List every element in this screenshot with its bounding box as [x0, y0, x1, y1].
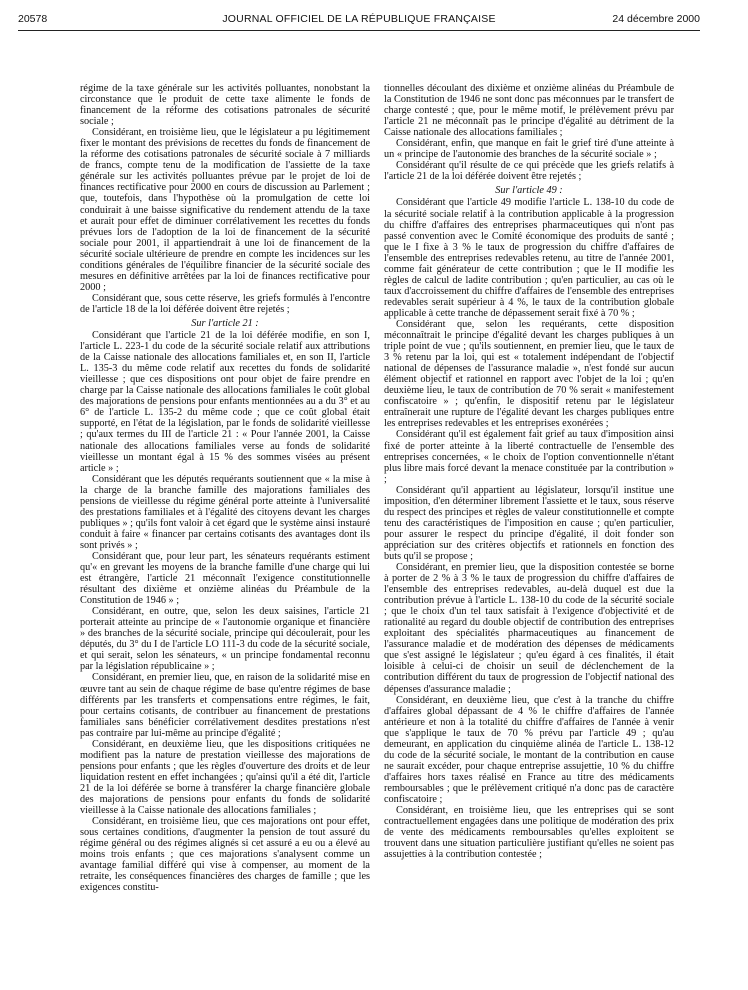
paragraph: Considérant qu'il appartient au législateur, lorsqu'il institue une imposition, d'en déterminer librement l'assiette et le taux, sous réserve du respect des principes et règles de valeur constitutionnelle et compte tenu des caractéristiques de l'imposition en cause ; qu'en particulier, pour assurer le respect du principe d'égalité, il doit fonder son appréciation sur des critères objectifs et rationnels en fonction des buts qu'il se propose ; — [384, 484, 674, 562]
paragraph: Considérant, en troisième lieu, que ces majorations ont pour effet, sous certaines conditions, d'augmenter la pension de tout assuré du régime général ou des régimes alignés si cet assuré a eu ou a élevé au moins trois enfants ; que ces majorations s'analysent comme un avantage familial différé qui vise à compenser, au moment de la retraite, les conséquences financières des charges de famille ; que les exigences constitu- — [80, 816, 370, 894]
paragraph: Considérant, en deuxième lieu, que c'est à la tranche du chiffre d'affaires global dépassant de 4 % le chiffre d'affaires de l'année antérieure et non à la totalité du chiffre d'affaires de l'année à venir que s'applique le taux de 70 % prévu par l'article 49 ; qu'au demeurant, en application du cinquième alinéa de l'article L. 138-12 du code de la sécurité sociale, le montant de la contribution en cause ne saurait excéder, pour chaque entreprise assujettie, 10 % du chiffre d'affaires hors taxes réalisé en France au titre des médicaments remboursables ; que le prélèvement critiqué n'a donc pas de caractère confiscatoire ; — [384, 694, 674, 805]
paragraph: Considérant, enfin, que manque en fait le grief tiré d'une atteinte à un « principe de l'autonomie des branches de la sécurité sociale » ; — [384, 138, 674, 161]
paragraph-continuation: régime de la taxe générale sur les activités polluantes, nonobstant la circonstance que le produit de cette taxe alimente le fonds de financement de la réforme des cotisations patronales de sécurité sociale ; — [80, 83, 370, 128]
paragraph: Considérant, en troisième lieu, que le législateur a pu légitimement fixer le montant des prévisions de recettes du fonds de financement de la réforme des cotisations patronales de sécurité sociale à 7 milliards de francs, compte tenu de la modification de l'assiette de la taxe générale sur les activités polluantes prévue par le projet de loi de finances rectificative pour 2000 en cours de discussion au Parlement ; que, toutefois, dans l'hypothèse où la promulgation de cette loi conduirait à une baisse significative du rendement attendu de la taxe et aurait pour effet de diminuer corrélativement les recettes du fonds prévues lors de l'adoption de la loi de financement de la sécurité sociale pour 2001, il appartiendrait à une loi de financement de la sécurité sociale ultérieure de prendre en compte les incidences sur les conditions générales de l'équilibre financier de la sécurité sociale des mesures en définitive arrêtées par la loi de finances rectificative pour 2000 ; — [80, 127, 370, 293]
section-heading: Sur l'article 49 : — [495, 185, 563, 197]
paragraph: Considérant, en deuxième lieu, que les dispositions critiquées ne modifient pas la nature de prestation vieillesse des majorations de pensions pour enfants ; que les règles d'ouverture des droits et de leur liquidation restent en effet inchangées ; qu'ainsi qu'il a été dit, l'article 21 de la loi déférée se borne à transférer la charge financière globale des majorations de pensions pour enfants du fonds de solidarité vieillesse à la Caisse nationale des allocations familiales ; — [80, 738, 370, 817]
paragraph: Considérant, en troisième lieu, que les entreprises qui se sont contractuellement engagées dans une politique de modération des prix de vente des médicaments remboursables qu'elles exploitent se trouvent dans une situation particulière justifiant qu'elles ne soient pas assujetties à la contribution contestée ; — [384, 805, 674, 861]
paragraph-continuation: tionnelles découlant des dixième et onzième alinéas du Préambule de la Constitution de 1946 ne sont donc pas méconnues par le transfert de charge contesté ; que, pour le même motif, le prélèvement prévu par l'article 21 ne méconnaît pas le principe d'égalité au détriment de la Caisse nationale des allocations familiales ; — [384, 83, 674, 139]
paragraph: Considérant que l'article 49 modifie l'article L. 138-10 du code de la sécurité sociale relatif à la contribution applicable à la progression du chiffre d'affaires des entreprises pharmaceutiques qui n'ont pas passé convention avec le Comité économique des produits de santé ; que le I fixe à 3 % le taux de progression du chiffre d'affaires de l'ensemble des entreprises redevables retenu, au titre de l'année 2001, comme fait générateur de cette contribution ; que le II modifie les règles de calcul de ladite contribution ; qu'en particulier, au cas où le taux d'accroissement du chiffre d'affaires de l'ensemble des entreprises redevables serait supérieur à 4 %, le taux de la contribution globale applicable à cette tranche de dépassement serait fixé à 70 % ; — [384, 197, 674, 319]
paragraph: Considérant qu'il est également fait grief au taux d'imposition ainsi fixé de porter atteinte à la liberté contractuelle de l'ensemble des entreprises concernées, « le choix de l'option conventionnelle n'étant plus libre mais forcé devant la menace constituée par la contribution » ; — [384, 429, 674, 485]
journal-title: JOURNAL OFFICIEL DE LA RÉPUBLIQUE FRANÇAISE — [222, 13, 496, 25]
page-header — [18, 13, 700, 29]
right-column — [384, 83, 674, 988]
left-column — [80, 83, 370, 988]
paragraph: Considérant, en premier lieu, que, en raison de la solidarité mise en œuvre tant au sein de chaque régime de base qu'entre régimes de base différents par les transferts et compensations entre régimes, le fait, pour certains cotisants, de contribuer au financement de prestations familiales sans bénéficier corrélativement desdites prestations n'est pas contraire par lui-même au principe d'égalité ; — [80, 672, 370, 739]
paragraph: Considérant que l'article 21 de la loi déférée modifie, en son I, l'article L. 223-1 du code de la sécurité sociale relatif aux attributions de la Caisse nationale des allocations familiales et, en son II, l'article L. 135-3 du même code relatif aux recettes du fonds de solidarité vieillesse ; que ces dispositions ont pour objet de faire prendre en charge par la Caisse nationale des allocations familiales le coût global des majorations de pensions pour enfants mentionnées au a du 3° et au 6° de l'article L. 135-2 du même code ; que ce coût global était supporté, en l'état de la législation, par le fonds de solidarité vieillesse ; qu'aux termes du III de l'article 21 : « Pour l'année 2001, la Caisse nationale des allocations familiales verse au fonds de solidarité vieillesse un montant égal à 15 % des sommes visées au présent article » ; — [80, 330, 370, 474]
publication-date: 24 décembre 2000 — [612, 13, 700, 25]
paragraph: Considérant que, pour leur part, les sénateurs requérants estiment qu'« en grevant les moyens de la branche famille d'une charge qui lui est étrangère, l'article 21 méconnaît l'exigence constitutionnelle résultant des dixième et onzième alinéas du Préambule de la Constitution de 1946 » ; — [80, 550, 370, 607]
header-rule — [18, 30, 700, 31]
paragraph: Considérant que, sous cette réserve, les griefs formulés à l'encontre de l'article 18 de la loi déférée doivent être rejetés ; — [80, 292, 370, 315]
page-number: 20578 — [18, 13, 48, 25]
section-heading: Sur l'article 21 : — [191, 317, 259, 329]
paragraph: Considérant que, selon les requérants, cette disposition méconnaîtrait le principe d'égalité devant les charges publiques à un triple point de vue ; qu'ils soutiennent, en premier lieu, que le taux de 3 % retenu par la loi, qui est « totalement indépendant de l'objectif national de dépenses de l'assurance maladie », n'est fondé sur aucun élément objectif et rationnel en rapport avec l'objet de la loi ; qu'en deuxième lieu, le taux de contribution de 70 % serait « manifestement confiscatoire » ; qu'enfin, le dispositif retenu par le législateur entraînerait une rupture de l'égalité devant les charges publiques entre les entreprises redevables et les entreprises exonérées ; — [384, 318, 674, 430]
paragraph: Considérant que les députés requérants soutiennent que « la mise à la charge de la branche famille des majorations familiales des pensions de vieillesse du régime général porte atteinte à l'universalité des prestations familiales et à l'égalité des citoyens devant les charges publiques » ; qu'ils font valoir à cet égard que le système ainsi instauré conduit à faire « financer par certains cotisants des avantages dont ils sont privés » ; — [80, 473, 370, 551]
paragraph: Considérant, en outre, que, selon les deux saisines, l'article 21 porterait atteinte au principe de « l'autonomie organique et financière » des branches de la sécurité sociale, principe qui découlerait, pour les députés, du 3° du I de l'article LO 111-3 du code de la sécurité sociale, et qui serait, selon les sénateurs, « un principe fondamental reconnu par la législation républicaine » ; — [80, 606, 370, 673]
paragraph: Considérant qu'il résulte de ce qui précède que les griefs relatifs à l'article 21 de la loi déférée doivent être rejetés ; — [384, 160, 674, 183]
paragraph: Considérant, en premier lieu, que la disposition contestée se borne à porter de 2 % à 3 % le taux de progression du chiffre d'affaires de l'ensemble des entreprises redevables, au-delà duquel est due la contribution prévue à l'article L. 138-10 du code de la sécurité sociale ; que le choix d'un tel taux satisfait à l'exigence d'objectivité et de rationalité au regard du double objectif de contribution des entreprises exploitant des spécialités pharmaceutiques au financement de l'assurance maladie et de modération des dépenses de médicaments que s'est assigné le législateur ; qu'eu égard à ces finalités, il était loisible à celui-ci de choisir un seuil de déclenchement de la contribution différent du taux de progression de l'objectif national des dépenses d'assurance maladie ; — [384, 562, 674, 695]
